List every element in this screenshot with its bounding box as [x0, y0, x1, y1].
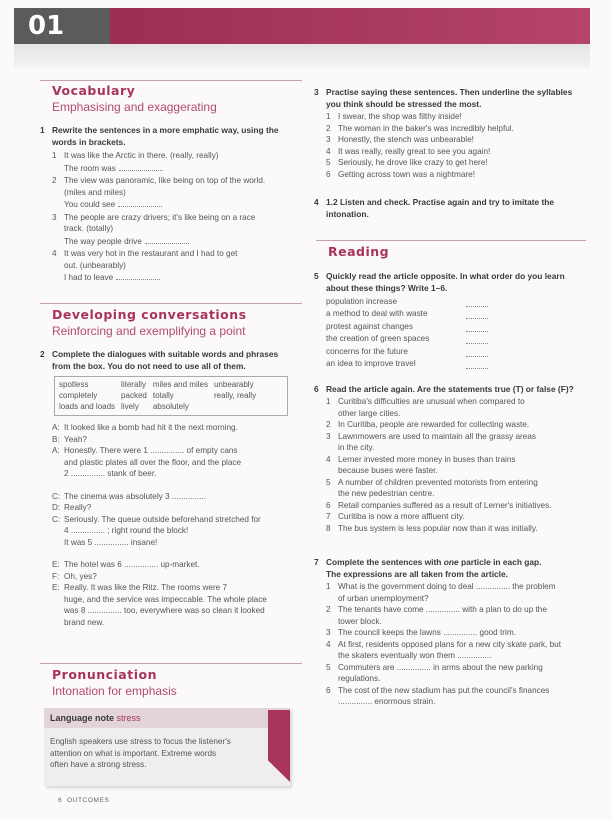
item-line: The people are crazy drivers; it's like being on a race — [64, 212, 256, 222]
list-item — [326, 396, 588, 419]
list-item — [326, 157, 584, 169]
item-line: What is the government doing to deal ............... the problem — [338, 582, 556, 591]
word-box — [54, 376, 288, 416]
list-item — [326, 296, 586, 308]
dialogue-text: Really? — [64, 503, 92, 512]
list-item — [326, 454, 588, 477]
dialogue-text — [64, 548, 292, 559]
item-line: Curitiba is now a more affluent city. — [338, 512, 465, 521]
list-item — [52, 248, 290, 284]
answer-blank — [466, 298, 488, 307]
item-line: The view was panoramic, like being on top of the world. — [64, 176, 266, 185]
exercise-1 — [40, 124, 290, 285]
language-note-text: attention on what is important. Extreme words — [50, 748, 217, 758]
unit-number: 01 — [14, 8, 110, 44]
item-number: 3 — [326, 135, 331, 144]
item-text: a method to deal with waste — [326, 309, 428, 319]
list-item — [326, 111, 584, 123]
footer: 6 OUTCOMES — [58, 797, 110, 804]
word-box-item: absolutely — [152, 402, 189, 411]
item-line: I had to leave — [64, 273, 114, 282]
item-line: The tenants have come ............... with a plan to do up the — [338, 605, 547, 614]
list-item — [326, 477, 588, 500]
exercise-instruction: 7 Complete the sentences with one particle in each gap. The expressions are all taken from the article. — [314, 557, 542, 579]
list-item — [326, 604, 588, 627]
dialogue — [52, 422, 292, 628]
word-box-row — [59, 379, 262, 390]
list-item — [326, 358, 586, 370]
list-item — [326, 169, 584, 181]
list-item — [326, 134, 584, 146]
item-number: 2 — [326, 420, 331, 429]
item-line: A number of children prevented motorists from entering — [338, 477, 538, 487]
item-line: regulations. — [338, 674, 381, 683]
item-number: 3 — [326, 431, 331, 441]
answer-blank — [466, 323, 488, 332]
answer-blank — [466, 360, 488, 369]
exercise-instruction: 5 Quickly read the article opposite. In what order do you learn about these things? Write 1–6. — [314, 271, 565, 293]
list-item — [326, 346, 586, 358]
devconv-title: Developing conversations — [52, 307, 247, 322]
dialogue-line — [52, 559, 292, 571]
dialogue-line — [52, 548, 292, 559]
list-item — [52, 175, 290, 211]
word-box-item: miles and miles — [152, 380, 208, 389]
item-line: because buses were faster. — [338, 466, 438, 475]
item-number: 1 — [326, 582, 331, 591]
item-line: tower block. — [338, 616, 382, 626]
language-note-heading: Language note stress — [44, 708, 290, 728]
item-line: It was like the Arctic in there. (really, really) — [64, 151, 219, 160]
item-line: ............... enormous strain. — [338, 697, 436, 706]
divider — [40, 663, 302, 664]
header-shade — [14, 44, 590, 68]
word-box-item: lively — [121, 402, 139, 411]
word-box-item: unbearably — [213, 380, 254, 389]
pron-subtitle: Intonation for emphasis — [52, 684, 177, 698]
dialogue-line — [52, 422, 292, 434]
dialogue-line — [52, 582, 292, 628]
exercise-instruction: 4 1.2 Listen and check. Practise again and try to imitate the intonation. — [314, 197, 555, 219]
list-item — [326, 333, 586, 345]
header-band — [110, 8, 590, 44]
answer-blank — [466, 348, 488, 357]
item-number: 6 — [326, 169, 331, 179]
word-box-item: packed — [121, 391, 147, 400]
item-text: Getting across town was a nightmare! — [338, 169, 475, 179]
dialogue-text — [64, 480, 292, 491]
exercise-5 — [314, 270, 586, 370]
word-box-row — [59, 401, 262, 412]
word-box-item: spotless — [59, 380, 89, 389]
dialogue-text: huge, and the service was impeccable. The whole place — [64, 594, 267, 604]
speaker-label: F: — [52, 571, 60, 581]
divider — [316, 240, 586, 241]
item-number: 2 — [326, 123, 331, 133]
item-number: 6 — [326, 685, 331, 695]
answer-blank — [466, 335, 488, 344]
item-line: the new pedestrian centre. — [338, 489, 435, 498]
item-line: other large cities. — [338, 408, 401, 418]
item-number: 4 — [326, 639, 331, 649]
dialogue-text: and plastic plates all over the floor, and the place — [64, 457, 242, 467]
exercise-7 — [314, 556, 588, 708]
list-item — [326, 627, 588, 639]
list-item — [326, 123, 584, 135]
item-text: the creation of green spaces — [326, 334, 430, 344]
language-note-text: often have a strong stress. — [50, 760, 147, 769]
item-text: an idea to improve travel — [326, 359, 416, 369]
dialogue-text: was 8 ............... too, everywhere was so clean it looked — [64, 606, 265, 615]
list-item — [326, 511, 588, 523]
dialogue-line — [52, 480, 292, 491]
item-line: Lerner invested more money in buses than trains — [338, 454, 516, 464]
item-line: the skaters eventually won them ............... — [338, 651, 492, 660]
pron-title: Pronunciation — [52, 667, 157, 682]
list-item — [326, 146, 584, 158]
item-number: 1 — [326, 397, 331, 406]
item-number: 3 — [326, 628, 331, 637]
item-line: in the city. — [338, 443, 375, 452]
item-number: 2 — [52, 176, 57, 185]
item-number: 4 — [326, 454, 331, 464]
dialogue-text: Oh, yes? — [64, 571, 97, 581]
list-item — [326, 639, 588, 662]
dialogue-line — [52, 445, 292, 480]
item-line: Lawnmowers are used to maintain all the grassy areas — [338, 431, 536, 441]
exercise-4 — [314, 196, 584, 220]
speaker-label: A: — [52, 423, 60, 432]
answer-blank — [119, 162, 163, 171]
item-line: Curitiba's difficulties are unusual when compared to — [338, 397, 525, 406]
item-line: The cost of the new stadium has put the council's finances — [338, 685, 550, 695]
exercise-instruction: 2 Complete the dialogues with suitable words and phrases from the box. You do not need to use all of them. — [40, 349, 279, 371]
dialogue-text: It was 5 ............... insane! — [64, 537, 158, 547]
item-line: You could see — [64, 200, 116, 209]
item-line: The council keeps the lawns ............... good trim. — [338, 628, 516, 637]
speaker-label: D: — [52, 503, 61, 512]
item-number: 5 — [326, 477, 331, 487]
exercise-6 — [314, 383, 588, 534]
exercise-instruction: 6 Read the article again. Are the statements true (T) or false (F)? — [314, 384, 574, 394]
item-line: track. (totally) — [64, 224, 114, 233]
list-item — [326, 662, 588, 685]
exercise-instruction: 1 Rewrite the sentences in a more emphatic way, using the words in brackets. — [40, 125, 279, 147]
item-text: concerns for the future — [326, 346, 408, 356]
speaker-label: E: — [52, 560, 60, 569]
language-note — [44, 708, 290, 786]
dialogue-line — [52, 491, 292, 503]
item-line: The room was — [64, 163, 116, 173]
item-line: Retail companies suffered as a result of Lerner's initiatives. — [338, 500, 552, 510]
word-box-item: totally — [152, 391, 174, 400]
item-number: 7 — [326, 512, 331, 521]
list-item — [326, 419, 588, 431]
item-text: I swear, the shop was filthy inside! — [338, 112, 462, 121]
word-box-item: loads and loads — [59, 402, 116, 411]
list-item — [326, 431, 588, 454]
dialogue-text: Seriously. The queue outside beforehand stretched for — [64, 514, 261, 524]
dialogue-text: Yeah? — [64, 434, 87, 444]
item-line: of urban unemployment? — [338, 593, 429, 603]
speaker-label: B: — [52, 434, 60, 444]
exercise-instruction: 3 Practise saying these sentences. Then underline the syllables you think should be stressed the most. — [314, 87, 573, 109]
item-number: 3 — [52, 212, 57, 222]
item-number: 4 — [52, 249, 57, 258]
item-text: Seriously, he drove like crazy to get here! — [338, 158, 488, 167]
item-text: population increase — [326, 297, 398, 306]
item-line: out. (unbearably) — [64, 260, 126, 270]
vocab-subtitle: Emphasising and exaggerating — [52, 100, 217, 114]
list-item — [326, 685, 588, 708]
item-line: The bus system is less popular now than it was initially. — [338, 523, 538, 533]
item-text: The woman in the baker's was incredibly helpful. — [338, 123, 514, 133]
word-box-item: completely — [59, 391, 98, 400]
devconv-subtitle: Reinforcing and exemplifying a point — [52, 324, 246, 338]
speaker-label: C: — [52, 514, 61, 524]
divider — [40, 80, 302, 81]
item-number: 1 — [52, 151, 57, 160]
speaker-label: A: — [52, 446, 60, 455]
answer-blank — [118, 198, 162, 207]
language-note-text: English speakers use stress to focus the listener's — [50, 737, 231, 746]
word-box-row — [59, 390, 262, 401]
speaker-label: E: — [52, 583, 60, 592]
dialogue-line — [52, 434, 292, 446]
list-item — [326, 523, 588, 535]
item-text: Honestly, the stench was unbearable! — [338, 135, 474, 144]
reading-title: Reading — [328, 244, 390, 259]
answer-blank — [116, 271, 160, 280]
item-line: (miles and miles) — [64, 187, 126, 197]
dialogue-text: brand new. — [64, 617, 105, 627]
item-number: 4 — [326, 146, 331, 156]
dialogue-line — [52, 502, 292, 514]
dialogue-line — [52, 571, 292, 583]
item-number: 8 — [326, 523, 331, 533]
divider — [40, 303, 302, 304]
list-item — [326, 321, 586, 333]
dialogue-text: The cinema was absolutely 3 ............... — [64, 491, 206, 501]
item-line: The way people drive — [64, 236, 142, 246]
word-box-item: literally — [121, 380, 146, 389]
item-line: At first, residents opposed plans for a new city skate park, but — [338, 639, 561, 649]
dialogue-text: 2 ............... stank of beer. — [64, 469, 157, 478]
dialogue-text: The hotel was 6 ............... up-market. — [64, 560, 200, 569]
list-item — [52, 150, 290, 174]
item-number: 1 — [326, 112, 331, 121]
item-line: It was very hot in the restaurant and I had to get — [64, 249, 238, 258]
list-item — [326, 500, 588, 512]
dialogue-text: 4 ............... ; right round the block! — [64, 526, 189, 535]
word-box-item — [214, 401, 262, 412]
list-item — [326, 581, 588, 604]
answer-blank — [466, 310, 488, 319]
item-text: It was really, really great to see you again! — [338, 146, 491, 156]
item-number: 2 — [326, 605, 331, 614]
vocab-title: Vocabulary — [52, 83, 136, 98]
list-item — [326, 308, 586, 320]
exercise-3 — [314, 86, 584, 180]
speaker-label: C: — [52, 491, 61, 501]
answer-blank — [145, 235, 189, 244]
dialogue-line — [52, 514, 292, 549]
list-item — [52, 212, 290, 248]
dialogue-text: It looked like a bomb had hit it the next morning. — [64, 423, 238, 432]
item-number: 6 — [326, 500, 331, 510]
exercise-2 — [40, 348, 292, 372]
dialogue-text: Really. It was like the Ritz. The rooms were 7 — [64, 583, 228, 592]
item-line: In Curitiba, people are rewarded for collecting waste. — [338, 420, 530, 429]
word-box-item: really, really — [213, 391, 257, 400]
item-number: 5 — [326, 662, 331, 672]
dialogue-text: Honestly. There were 1 ............... of empty cans — [64, 446, 238, 455]
item-line: Commuters are ............... in arms about the new parking — [338, 662, 543, 672]
item-text: protest against changes — [326, 321, 413, 331]
item-number: 5 — [326, 158, 331, 167]
